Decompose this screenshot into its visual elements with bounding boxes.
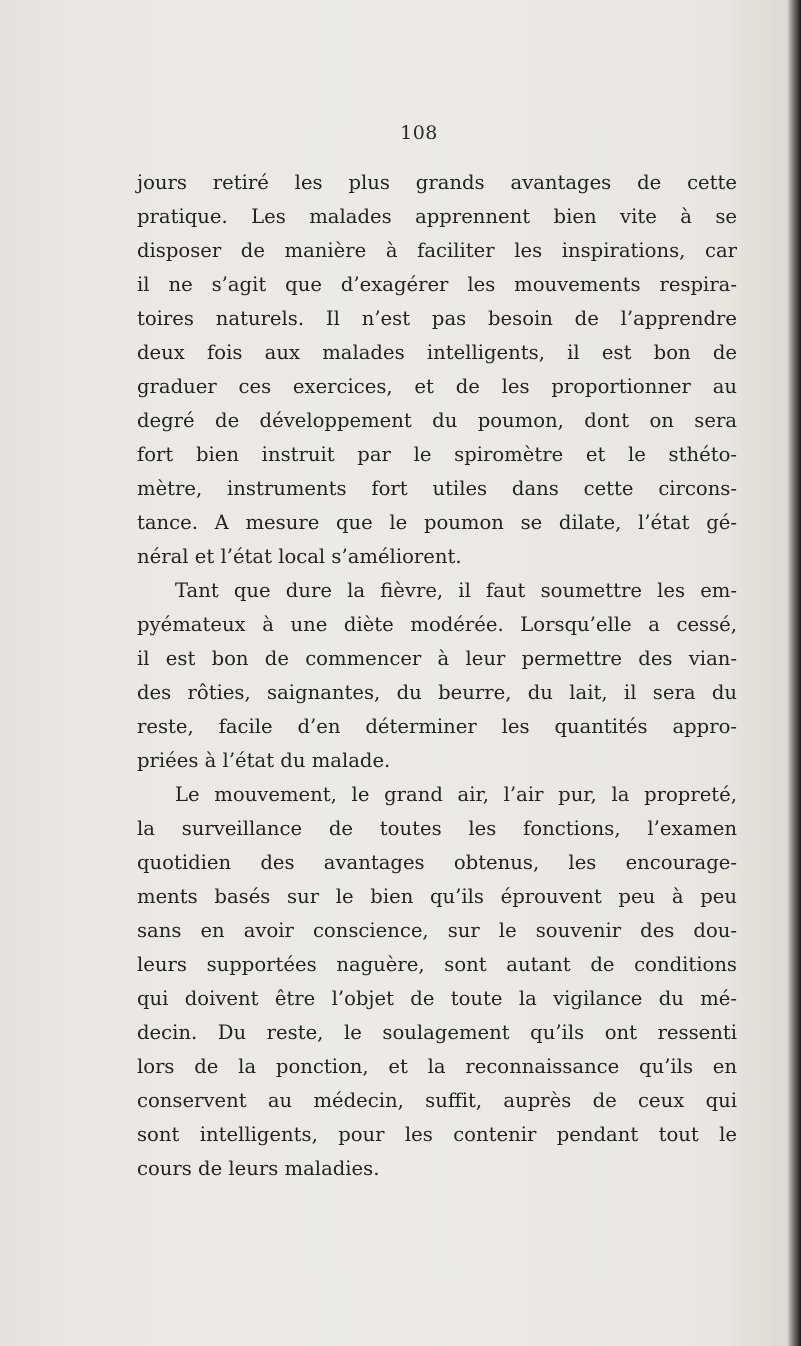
text-line: la surveillance de toutes les fonctions, l’examen (137, 817, 737, 840)
text-line: sont intelligents, pour les contenir pendant tout le (137, 1123, 737, 1146)
paragraph-start-line: Le mouvement, le grand air, l’air pur, la propreté, (175, 783, 737, 806)
text-line: disposer de manière à faciliter les inspirations, car (137, 239, 737, 262)
text-line: toires naturels. Il n’est pas besoin de l’apprendre (137, 307, 737, 330)
text-line: decin. Du reste, le soulagement qu’ils ont ressenti (137, 1021, 737, 1044)
text-line: conservent au médecin, suffit, auprès de ceux qui (137, 1089, 737, 1112)
text-line: qui doivent être l’objet de toute la vigilance du mé- (137, 987, 737, 1010)
text-line: deux fois aux malades intelligents, il est bon de (137, 341, 737, 364)
paragraph-start-line: Tant que dure la fièvre, il faut soumettre les em- (175, 579, 737, 602)
text-line: fort bien instruit par le spiromètre et le sthéto- (137, 443, 737, 466)
text-line: priées à l’état du malade. (137, 749, 391, 772)
text-line: leurs supportées naguère, sont autant de conditions (137, 953, 737, 976)
text-line: des rôties, saignantes, du beurre, du lait, il sera du (137, 681, 737, 704)
text-line: ments basés sur le bien qu’ils éprouvent peu à peu (137, 885, 737, 908)
text-line: lors de la ponction, et la reconnaissance qu’ils en (137, 1055, 737, 1078)
text-line: tance. A mesure que le poumon se dilate, l’état gé- (137, 511, 737, 534)
text-line: il est bon de commencer à leur permettre des vian- (137, 647, 737, 670)
text-line: reste, facile d’en déterminer les quantités appro- (137, 715, 737, 738)
text-line: jours retiré les plus grands avantages de cette (137, 171, 737, 194)
text-line: graduer ces exercices, et de les proportionner au (137, 375, 737, 398)
text-line: néral et l’état local s’améliorent. (137, 545, 462, 568)
text-line: pyémateux à une diète modérée. Lorsqu’elle a cessé, (137, 613, 737, 636)
text-line: il ne s’agit que d’exagérer les mouvements respira- (137, 273, 737, 296)
text-line: quotidien des avantages obtenus, les encourage- (137, 851, 737, 874)
text-line: pratique. Les malades apprennent bien vite à se (137, 205, 737, 228)
text-line: sans en avoir conscience, sur le souvenir des dou- (137, 919, 737, 942)
page-edge-shadow (787, 0, 801, 1346)
text-line: mètre, instruments fort utiles dans cette circons- (137, 477, 737, 500)
text-line: cours de leurs maladies. (137, 1157, 380, 1180)
page-number: 108 (400, 122, 438, 144)
body-text (137, 166, 737, 1186)
text-line: degré de développement du poumon, dont on sera (137, 409, 737, 432)
